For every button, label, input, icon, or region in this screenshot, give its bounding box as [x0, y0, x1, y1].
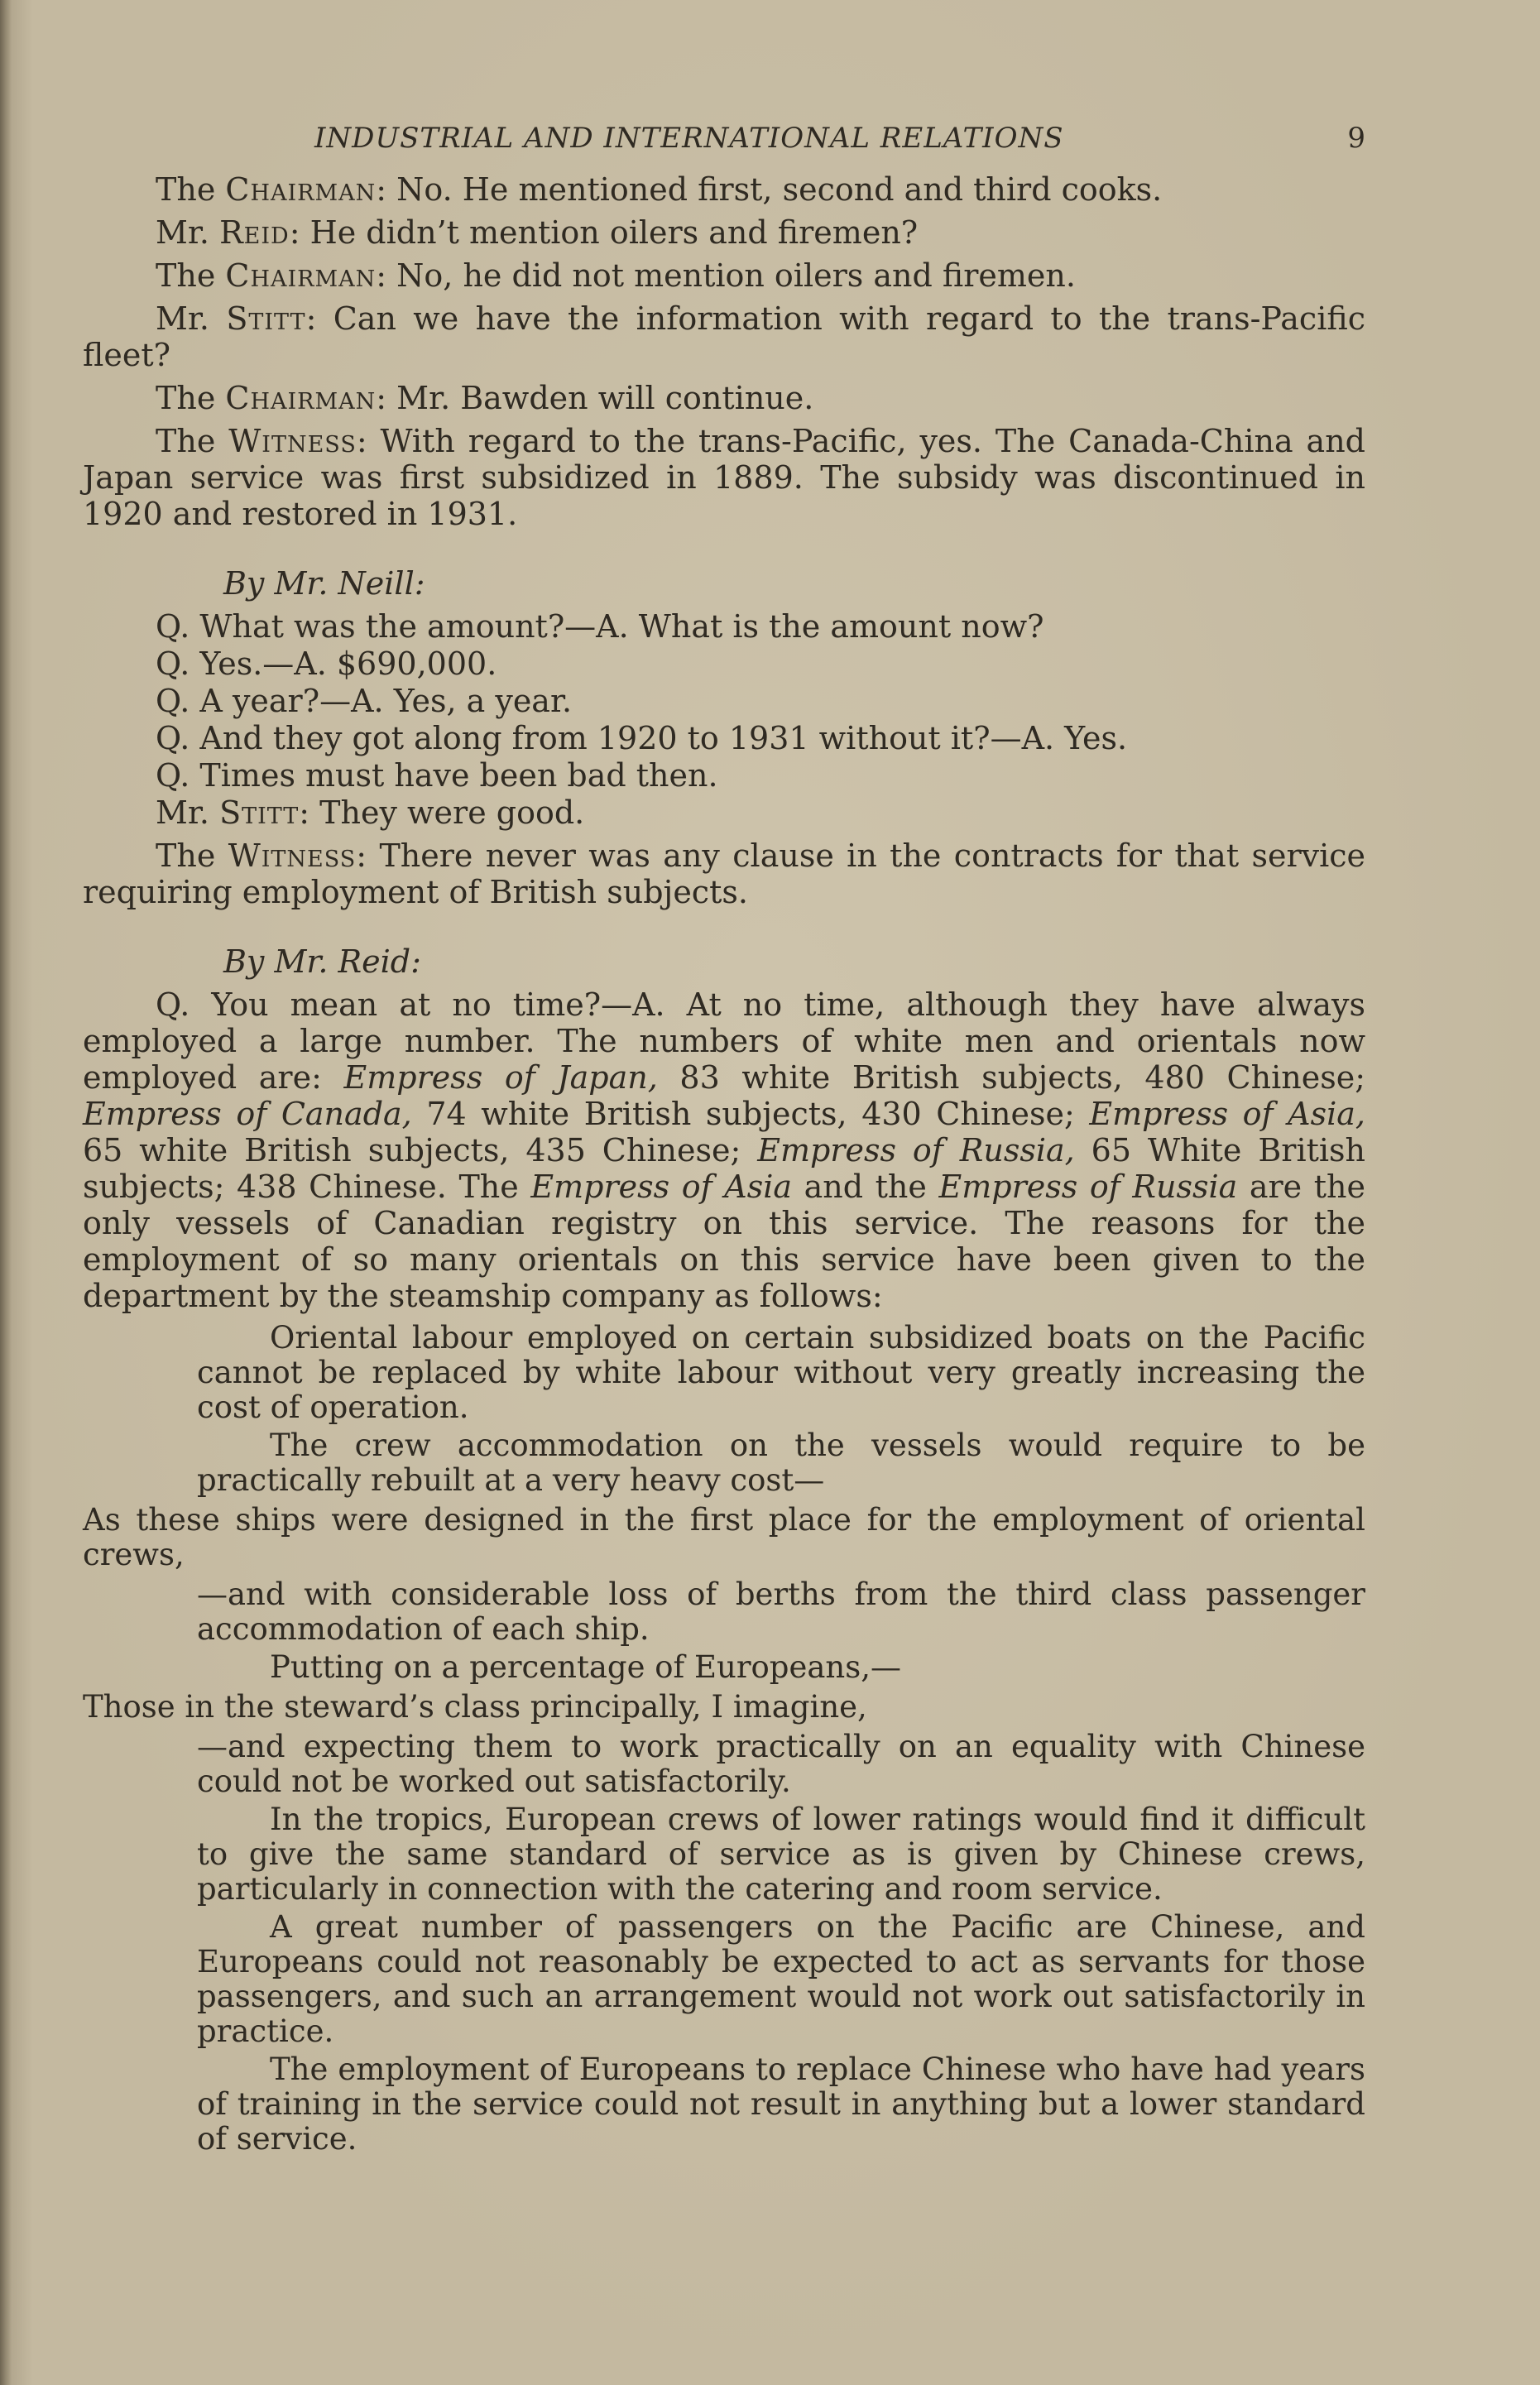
- paragraph-stitt-1: Mr. Stitt: Can we have the information with regard to the trans-Pacific fleet?: [83, 300, 1365, 373]
- quote-paragraph: Putting on a percentage of Europeans,—: [270, 1649, 901, 1685]
- page-number: 9: [1347, 122, 1365, 155]
- speaker-stitt: Stitt: [226, 300, 306, 337]
- speaker-chairman: Chairman: [225, 171, 377, 208]
- quoted-statement-1: [197, 1321, 1365, 1498]
- qa-line: Q. What was the amount?—A. What is the amount now?: [156, 608, 1044, 645]
- paragraph-reid-1: Mr. Reid: He didn’t mention oilers and firemen?: [156, 214, 919, 251]
- speaker-witness: Witness: [228, 837, 357, 874]
- quote-paragraph: —and expecting them to work practically on an equality with Chinese could not be worked out satisfactorily.: [197, 1729, 1365, 1799]
- page-spine-shadow: [0, 0, 12, 2385]
- paragraph-reid-answer: Q. You mean at no time?—A. At no time, although they have always employed a large number. The numbers of white men and orientals now employed are: Empress of Japan, 83 white British subjects, 480 Chinese; Empress of Canada, 74 white British subjects, 430 Chinese; Empress of Asia, 65 white British subjects, 435 Chinese; Empress of Russia, 65 White British subjects; 438 Chinese. The Empress of Asia and the Empress of Russia are the only vessels of Canadian registry on this service. The reasons for the employment of so many orientals on this service have been given to the department by the steamship company as follows:: [83, 986, 1366, 1314]
- interjection: As these ships were designed in the first place for the employment of oriental crews,: [83, 1502, 1365, 1572]
- speaker-chairman: Chairman: [225, 380, 377, 416]
- quoted-statement-2: [197, 1577, 1365, 1685]
- speaker-stitt: Stitt: [219, 794, 300, 831]
- paragraph-stitt-2: Mr. Stitt: They were good.: [156, 794, 585, 831]
- ship-name: Empress of Canada,: [83, 1096, 412, 1132]
- qa-line: Q. Yes.—A. $690,000.: [156, 645, 497, 682]
- quote-paragraph: The employment of Europeans to replace Chinese who have had years of training in the service could not result in anything but a lower standard of service.: [197, 2051, 1365, 2157]
- qa-line: Q. And they got along from 1920 to 1931 without it?—A. Yes.: [156, 720, 1128, 756]
- paragraph-chairman-1: The Chairman: No. He mentioned first, second and third cooks.: [156, 171, 1163, 208]
- qa-line: Q. Times must have been bad then.: [156, 757, 718, 794]
- section-heading-reid: By Mr. Reid:: [223, 943, 421, 980]
- ship-name: Empress of Japan,: [343, 1059, 658, 1096]
- quote-paragraph: A great number of passengers on the Pacific are Chinese, and Europeans could not reasonably be expected to act as servants for those passengers, and such an arrangement would not work out satisfactorily in practice.: [197, 1909, 1365, 2049]
- speaker-witness: Witness: [228, 423, 357, 459]
- ship-name: Empress of Asia: [530, 1169, 793, 1205]
- quote-paragraph: The crew accommodation on the vessels would require to be practically rebuilt at a very heavy cost—: [197, 1428, 1365, 1498]
- page-text: [83, 120, 1365, 2160]
- paragraph-witness-2: The Witness: There never was any clause in the contracts for that service requiring employment of British subjects.: [83, 837, 1366, 910]
- quoted-statement-3: [197, 1730, 1365, 2157]
- running-header: [83, 120, 1365, 156]
- section-heading-neill: By Mr. Neill:: [223, 565, 425, 602]
- qa-line: Q. A year?—A. Yes, a year.: [156, 683, 573, 719]
- paragraph-chairman-2: The Chairman: No, he did not mention oilers and firemen.: [156, 257, 1076, 294]
- speaker-chairman: Chairman: [225, 257, 377, 294]
- quote-paragraph: Oriental labour employed on certain subsidized boats on the Pacific cannot be replaced by white labour without very greatly increasing the cost of operation.: [197, 1320, 1365, 1425]
- running-title: INDUSTRIAL AND INTERNATIONAL RELATIONS: [314, 122, 1064, 155]
- quote-paragraph: —and with considerable loss of berths from the third class passenger accommodation of each ship.: [197, 1576, 1365, 1647]
- quote-paragraph: In the tropics, European crews of lower ratings would find it difficult to give the same standard of service as is given by Chinese crews, particularly in connection with the catering and room service.: [197, 1802, 1365, 1907]
- paragraph-witness-1: The Witness: With regard to the trans-Pacific, yes. The Canada-China and Japan service was first subsidized in 1889. The subsidy was discontinued in 1920 and restored in 1931.: [83, 423, 1366, 532]
- ship-name: Empress of Russia: [938, 1169, 1238, 1205]
- ship-name: Empress of Russia,: [757, 1132, 1075, 1169]
- interjection: Those in the steward’s class principally, I imagine,: [83, 1689, 867, 1725]
- ship-name: Empress of Asia,: [1089, 1096, 1365, 1132]
- speaker-reid: Reid: [219, 214, 290, 251]
- paragraph-chairman-3: The Chairman: Mr. Bawden will continue.: [156, 380, 814, 416]
